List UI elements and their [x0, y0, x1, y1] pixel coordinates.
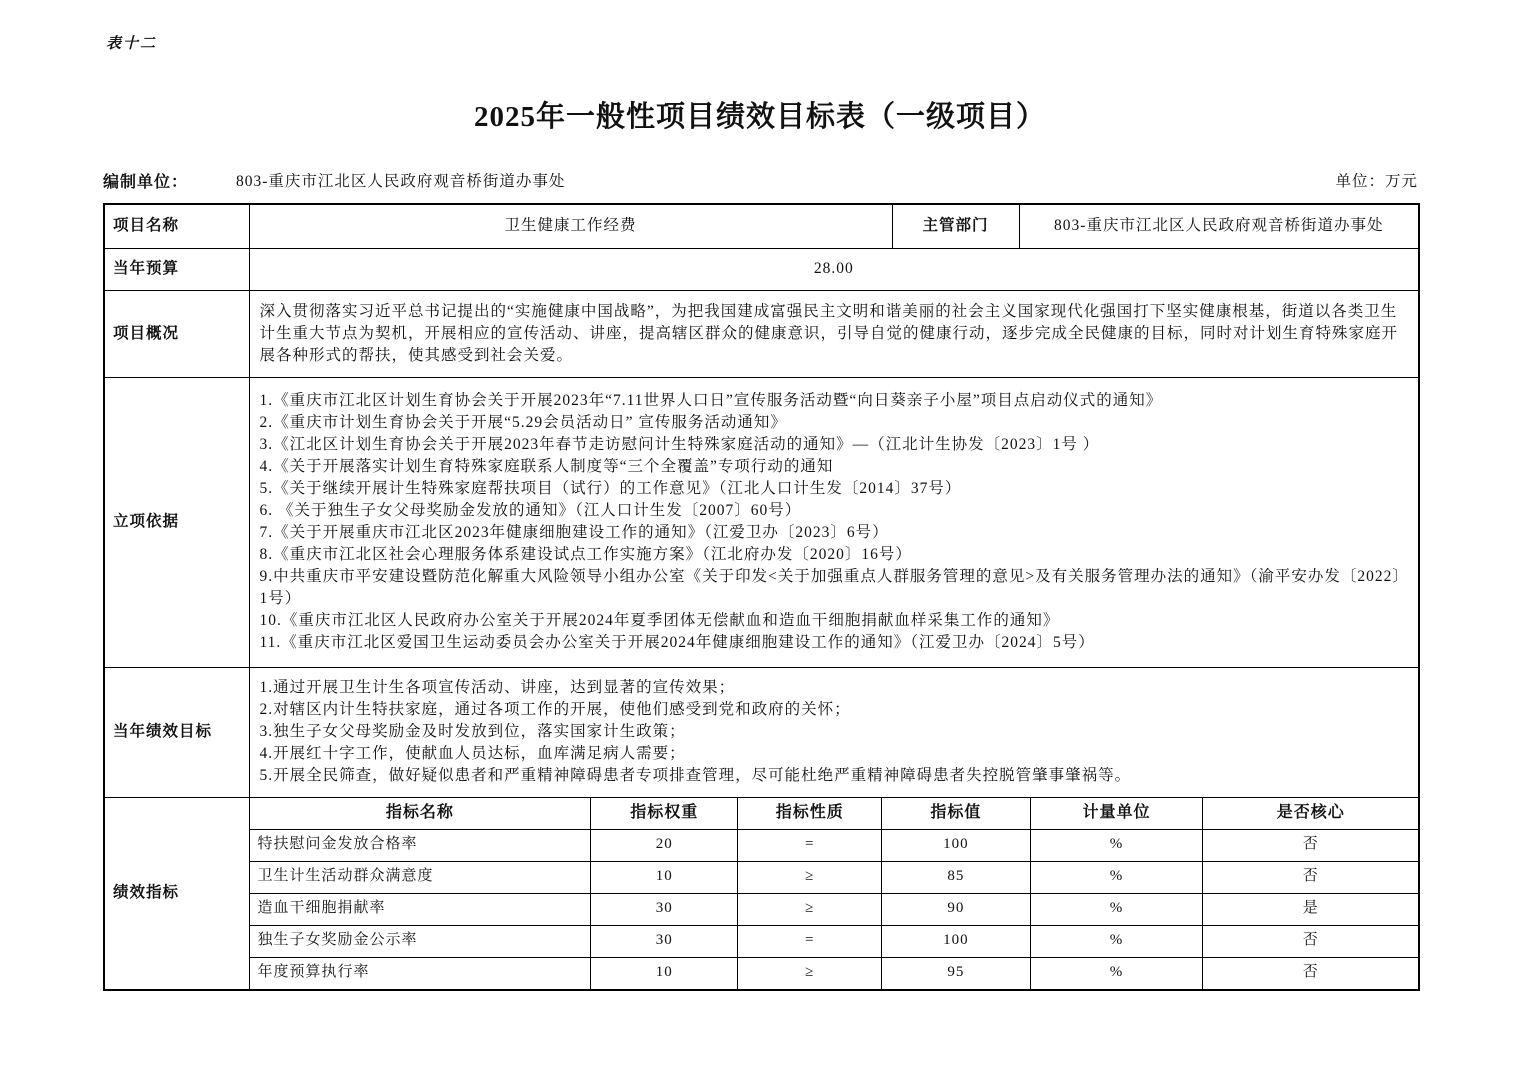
project-name-value: 卫生健康工作经费: [249, 204, 892, 248]
indicator-nature: ≥: [738, 861, 882, 893]
indicator-unit: %: [1030, 861, 1203, 893]
indicator-row: [250, 829, 1419, 861]
basis-item: 1.《重庆市江北区计划生育协会关于开展2023年“7.11世界人口日”宣传服务活动暨“向日葵亲子小屋”项目点启动仪式的通知》: [259, 392, 1163, 409]
indicator-core: 否: [1203, 829, 1418, 861]
indicator-nature: =: [738, 925, 882, 957]
indicator-value: 95: [882, 957, 1030, 989]
goal-item: 5.开展全民筛查，做好疑似患者和严重精神障碍患者专项排查管理，尽可能杜绝严重精神障碍患者失控脱管肇事肇祸等。: [259, 767, 1132, 784]
indicator-row: [250, 925, 1419, 957]
project-basis-list: [249, 377, 1419, 667]
annual-budget-label: 当年预算: [104, 248, 249, 290]
indicator-nature: =: [738, 829, 882, 861]
annual-goals-label: 当年绩效目标: [104, 667, 249, 797]
indicator-unit: %: [1030, 893, 1203, 925]
indicator-unit: %: [1030, 829, 1203, 861]
goal-item: 3.独生子女父母奖励金及时发放到位，落实国家计生政策；: [259, 723, 686, 740]
currency-unit-label: 单位：万元: [1335, 173, 1418, 190]
meta-row: [103, 168, 1418, 192]
col-header-value: 指标值: [882, 798, 1030, 830]
project-overview-label: 项目概况: [104, 290, 249, 377]
indicator-core: 否: [1203, 957, 1418, 989]
col-header-core: 是否核心: [1203, 798, 1418, 830]
indicator-weight: 20: [591, 829, 738, 861]
indicator-weight: 10: [591, 957, 738, 989]
goal-item: 4.开展红十字工作，使献血人员达标，血库满足病人需要；: [259, 745, 686, 762]
performance-target-table: [103, 203, 1420, 991]
basis-item: 8.《重庆市江北区社会心理服务体系建设试点工作实施方案》（江北府办发〔2020〕16号）: [259, 546, 912, 563]
indicator-name: 特扶慰问金发放合格率: [250, 829, 591, 861]
project-name-label: 项目名称: [104, 204, 249, 248]
indicator-value: 100: [882, 925, 1030, 957]
indicator-name: 独生子女奖励金公示率: [250, 925, 591, 957]
basis-item: 9.中共重庆市平安建设暨防范化解重大风险领导小组办公室《关于印发<关于加强重点人群服务管理的意见>及有关服务管理办法的通知》（渝平安办发〔2022〕1号）: [259, 568, 1402, 607]
prepared-by-value: 803-重庆市江北区人民政府观音桥街道办事处: [236, 173, 566, 190]
indicator-row: [250, 957, 1419, 989]
basis-item: 6. 《关于独生子女父母奖励金发放的通知》（江人口计生发〔2007〕60号）: [259, 502, 802, 519]
indicator-weight: 10: [591, 861, 738, 893]
page-title: 2025年一般性项目绩效目标表（一级项目）: [473, 101, 1046, 133]
basis-item: 10.《重庆市江北区人民政府办公室关于开展2024年夏季团体无偿献血和造血干细胞捐献血样采集工作的通知》: [259, 612, 1060, 629]
table-row: [104, 248, 1419, 290]
indicator-core: 是: [1203, 893, 1418, 925]
form-number-tag: 表十二: [106, 36, 158, 52]
col-header-nature: 指标性质: [738, 798, 882, 830]
basis-item: 3.《江北区计划生育协会关于开展2023年春节走访慰问计生特殊家庭活动的通知》—（江北计生协发〔2023〕1号 ）: [259, 436, 1100, 453]
basis-item: 2.《重庆市计划生育协会关于开展“5.29会员活动日” 宣传服务活动通知》: [259, 414, 787, 431]
indicator-row: [250, 861, 1419, 893]
indicators-table: [250, 798, 1419, 989]
indicator-value: 90: [882, 893, 1030, 925]
table-row: [104, 377, 1419, 667]
goal-item: 1.通过开展卫生计生各项宣传活动、讲座，达到显著的宣传效果；: [259, 679, 736, 696]
indicators-table-wrap: [249, 797, 1419, 990]
col-header-unit: 计量单位: [1030, 798, 1203, 830]
indicator-core: 否: [1203, 861, 1418, 893]
indicator-core: 否: [1203, 925, 1418, 957]
indicator-weight: 30: [591, 925, 738, 957]
basis-item: 4.《关于开展落实计划生育特殊家庭联系人制度等“三个全覆盖”专项行动的通知: [259, 458, 834, 475]
indicator-nature: ≥: [738, 893, 882, 925]
indicator-name: 卫生计生活动群众满意度: [250, 861, 591, 893]
col-header-weight: 指标权重: [591, 798, 738, 830]
table-row: [104, 204, 1419, 248]
dept-label: 主管部门: [892, 204, 1019, 248]
table-row: [104, 290, 1419, 377]
indicator-value: 100: [882, 829, 1030, 861]
indicator-unit: %: [1030, 957, 1203, 989]
goal-item: 2.对辖区内计生特扶家庭，通过各项工作的开展，使他们感受到党和政府的关怀；: [259, 701, 851, 718]
annual-budget-value: 28.00: [249, 248, 1419, 290]
col-header-indicator-name: 指标名称: [250, 798, 591, 830]
indicator-row: [250, 893, 1419, 925]
basis-item: 5.《关于继续开展计生特殊家庭帮扶项目（试行）的工作意见》（江北人口计生发〔2014〕37号）: [259, 480, 962, 497]
indicator-weight: 30: [591, 893, 738, 925]
project-basis-label: 立项依据: [104, 377, 249, 667]
indicator-name: 造血干细胞捐献率: [250, 893, 591, 925]
table-row: [104, 797, 1419, 990]
indicator-name: 年度预算执行率: [250, 957, 591, 989]
indicator-unit: %: [1030, 925, 1203, 957]
basis-item: 7.《关于开展重庆市江北区2023年健康细胞建设工作的通知》（江爱卫办〔2023〕6号）: [259, 524, 889, 541]
prepared-by-label: 编制单位：: [103, 173, 189, 191]
annual-goals-list: [249, 667, 1419, 797]
indicators-label: 绩效指标: [104, 797, 249, 990]
table-row: [104, 667, 1419, 797]
indicator-nature: ≥: [738, 957, 882, 989]
project-overview-text: 深入贯彻落实习近平总书记提出的“实施健康中国战略”，为把我国建成富强民主文明和谐美丽的社会主义国家现代化强国打下坚实健康根基，街道以各类卫生计生重大节点为契机，开展相应的宣传活动、讲座，提高辖区群众的健康意识，引导自觉的健康行动，逐步完成全民健康的目标，同时对计划生育特殊家庭开展各种形式的帮扶，使其感受到社会关爱。: [249, 290, 1419, 377]
indicators-header-row: [250, 798, 1419, 830]
indicator-value: 85: [882, 861, 1030, 893]
dept-value: 803-重庆市江北区人民政府观音桥街道办事处: [1019, 204, 1419, 248]
basis-item: 11.《重庆市江北区爱国卫生运动委员会办公室关于开展2024年健康细胞建设工作的通知》（江爱卫办〔2024〕5号）: [259, 634, 1095, 651]
